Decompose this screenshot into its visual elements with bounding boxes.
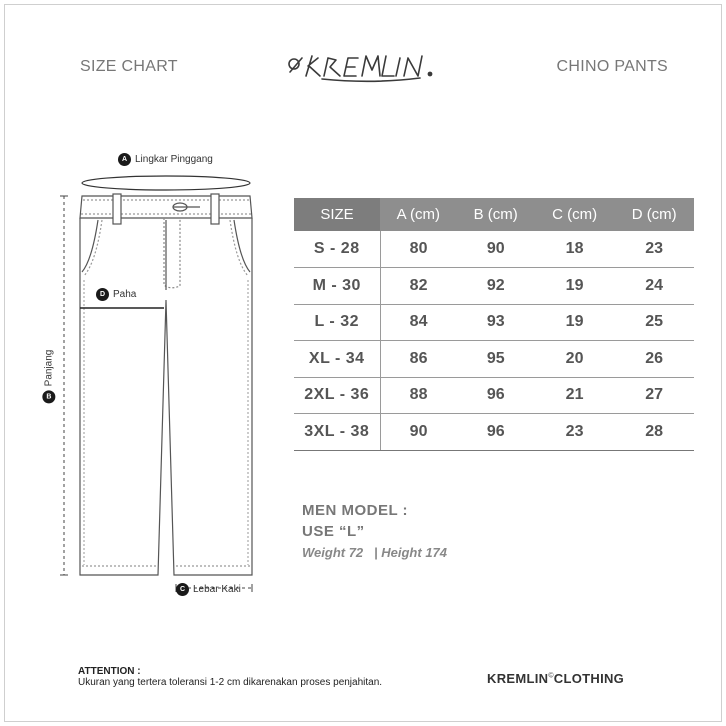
- label-hem: [176, 583, 241, 596]
- size-table: [294, 198, 694, 451]
- badge-c-icon: C: [176, 583, 189, 596]
- cell-b: 96: [457, 414, 535, 451]
- model-height: | Height 174: [374, 545, 448, 560]
- badge-d-icon: D: [96, 288, 109, 301]
- cell-d: 24: [614, 268, 694, 305]
- cell-c: 21: [535, 377, 615, 414]
- brand-logo: [282, 48, 442, 88]
- waist-measure-ellipse: [82, 176, 250, 190]
- header-b: B (cm): [457, 198, 535, 231]
- cell-d: 26: [614, 341, 694, 378]
- cell-c: 19: [535, 304, 615, 341]
- table-row: [294, 231, 694, 268]
- table-row: [294, 341, 694, 378]
- attention-title: ATTENTION :: [78, 666, 141, 677]
- cell-b: 90: [457, 231, 535, 268]
- brand-name: KREMLIN: [487, 671, 549, 686]
- badge-b-icon: B: [42, 390, 55, 403]
- cell-a: 80: [380, 231, 457, 268]
- label-thigh-text: Paha: [113, 289, 137, 300]
- brand-mark: ©: [548, 672, 554, 680]
- cell-size: 2XL - 36: [294, 377, 380, 414]
- header-c: C (cm): [535, 198, 615, 231]
- table-header-row: [294, 198, 694, 231]
- label-length: [44, 340, 104, 420]
- label-waist-text: Lingkar Pinggang: [135, 154, 213, 165]
- cell-c: 19: [535, 268, 615, 305]
- header-a: A (cm): [380, 198, 457, 231]
- label-waist: [118, 153, 213, 166]
- table-row: [294, 414, 694, 451]
- label-length-text: Panjang: [43, 349, 55, 387]
- model-measurements: [302, 545, 447, 560]
- model-weight: Weight 72: [302, 545, 364, 560]
- cell-c: 18: [535, 231, 615, 268]
- cell-b: 96: [457, 377, 535, 414]
- attention-note: [78, 666, 382, 688]
- model-title: MEN MODEL :: [302, 502, 409, 519]
- brand-footer: [487, 671, 624, 686]
- cell-a: 90: [380, 414, 457, 451]
- cell-a: 82: [380, 268, 457, 305]
- cell-d: 25: [614, 304, 694, 341]
- cell-size: M - 30: [294, 268, 380, 305]
- cell-b: 95: [457, 341, 535, 378]
- model-size: USE “L”: [302, 523, 365, 540]
- cell-d: 27: [614, 377, 694, 414]
- cell-d: 28: [614, 414, 694, 451]
- cell-d: 23: [614, 231, 694, 268]
- cell-size: S - 28: [294, 231, 380, 268]
- table-row: [294, 377, 694, 414]
- cell-a: 88: [380, 377, 457, 414]
- size-chart-title: SIZE CHART: [80, 58, 178, 75]
- badge-a-icon: A: [118, 153, 131, 166]
- table-row: [294, 268, 694, 305]
- cell-size: 3XL - 38: [294, 414, 380, 451]
- model-info: [302, 502, 447, 560]
- table-row: [294, 304, 694, 341]
- brand-suffix: CLOTHING: [553, 671, 625, 686]
- cell-a: 84: [380, 304, 457, 341]
- cell-a: 86: [380, 341, 457, 378]
- cell-c: 23: [535, 414, 615, 451]
- cell-b: 92: [457, 268, 535, 305]
- cell-b: 93: [457, 304, 535, 341]
- cell-size: L - 32: [294, 304, 380, 341]
- header-size: SIZE: [294, 198, 380, 231]
- attention-text: Ukuran yang tertera toleransi 1-2 cm dikarenakan proses penjahitan.: [78, 677, 383, 688]
- cell-c: 20: [535, 341, 615, 378]
- cell-size: XL - 34: [294, 341, 380, 378]
- label-thigh: [96, 288, 136, 301]
- header-d: D (cm): [614, 198, 694, 231]
- product-title: CHINO PANTS: [556, 58, 668, 75]
- label-hem-text: Lebar Kaki: [193, 584, 241, 595]
